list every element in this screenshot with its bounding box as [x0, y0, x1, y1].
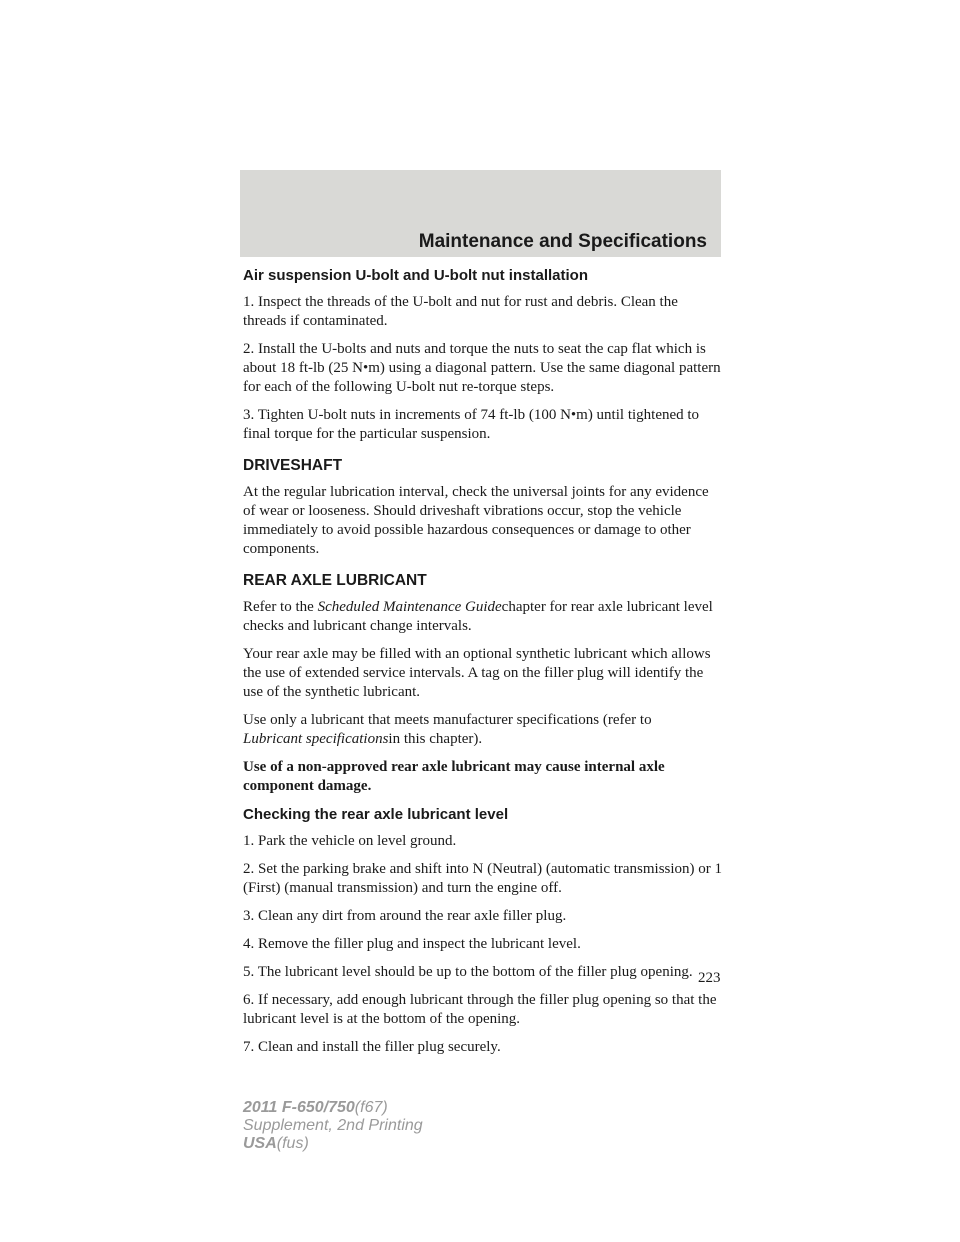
check-step-3: 3. Clean any dirt from around the rear axle filler plug.: [243, 908, 567, 924]
footer-edition-line: Supplement, 2nd Printing: [243, 1117, 423, 1134]
check-heading: Checking the rear axle lubricant level: [243, 806, 509, 823]
page-content: [243, 266, 723, 1066]
axle-use-only-pre: Use only a lubricant that meets manufacturer specifications (refer to: [243, 712, 652, 728]
check-step-5: 5. The lubricant level should be up to the bottom of the filler plug opening.: [243, 964, 693, 980]
ubolt-step-3: 3. Tighten U-bolt nuts in increments of 74 ft-lb (100 N•m) until tightened to final torque for the particular suspension.: [243, 407, 700, 442]
section-title: Maintenance and Specifications: [418, 231, 707, 252]
footer-model: 2011 F-650/750: [243, 1099, 355, 1116]
axle-use-only-paragraph: [243, 711, 723, 749]
driveshaft-heading: DRIVESHAFT: [243, 457, 343, 474]
footer-model-code: (f67): [354, 1099, 388, 1116]
footer-model-line: [243, 1099, 423, 1117]
footer-market-code: (fus): [276, 1135, 309, 1152]
ubolt-step-1: 1. Inspect the threads of the U-bolt and nut for rust and debris. Clean the threads if contaminated.: [243, 294, 678, 329]
axle-heading: REAR AXLE LUBRICANT: [243, 572, 427, 589]
axle-warning: Use of a non-approved rear axle lubricant may cause internal axle component damage.: [243, 759, 665, 794]
ubolt-step-2: 2. Install the U-bolts and nuts and torque the nuts to seat the cap flat which is about 18 ft-lb (25 N•m) using a diagonal pattern. Use the same diagonal pattern for each of the following U-bolt nut re-torque steps.: [243, 341, 721, 395]
section-header-band: [240, 170, 721, 257]
ubolt-heading: Air suspension U-bolt and U-bolt nut installation: [243, 267, 588, 284]
axle-synthetic-paragraph: Your rear axle may be filled with an optional synthetic lubricant which allows the use of extended service intervals. A tag on the filler plug will identify the use of the synthetic lubricant.: [243, 646, 711, 700]
check-step-7: 7. Clean and install the filler plug securely.: [243, 1039, 501, 1055]
check-step-4: 4. Remove the filler plug and inspect the lubricant level.: [243, 936, 581, 952]
footer-market: USA: [243, 1135, 277, 1152]
axle-refer-guide-ref: Scheduled Maintenance Guide: [317, 599, 502, 615]
axle-use-only-post: in this chapter).: [388, 731, 483, 747]
check-step-6: 6. If necessary, add enough lubricant through the filler plug opening so that the lubricant level is at the bottom of the opening.: [243, 992, 717, 1027]
axle-refer-paragraph: [243, 598, 723, 636]
axle-use-only-spec-ref: Lubricant specifications: [243, 731, 389, 747]
footer-market-line: [243, 1135, 423, 1153]
check-step-2: 2. Set the parking brake and shift into N (Neutral) (automatic transmission) or 1 (First) (manual transmission) and turn the engine off.: [243, 861, 723, 896]
check-step-1: 1. Park the vehicle on level ground.: [243, 833, 457, 849]
axle-refer-post: chapter for rear axle lubricant level checks and lubricant change intervals.: [243, 599, 713, 634]
page-number: 223: [698, 970, 721, 986]
footer-imprint: [243, 1099, 423, 1153]
axle-refer-pre: Refer to the: [243, 599, 318, 615]
driveshaft-text: At the regular lubrication interval, check the universal joints for any evidence of wear or looseness. Should driveshaft vibrations occur, stop the vehicle immediately to avoid possible hazardous consequences or damage to other components.: [243, 484, 709, 557]
